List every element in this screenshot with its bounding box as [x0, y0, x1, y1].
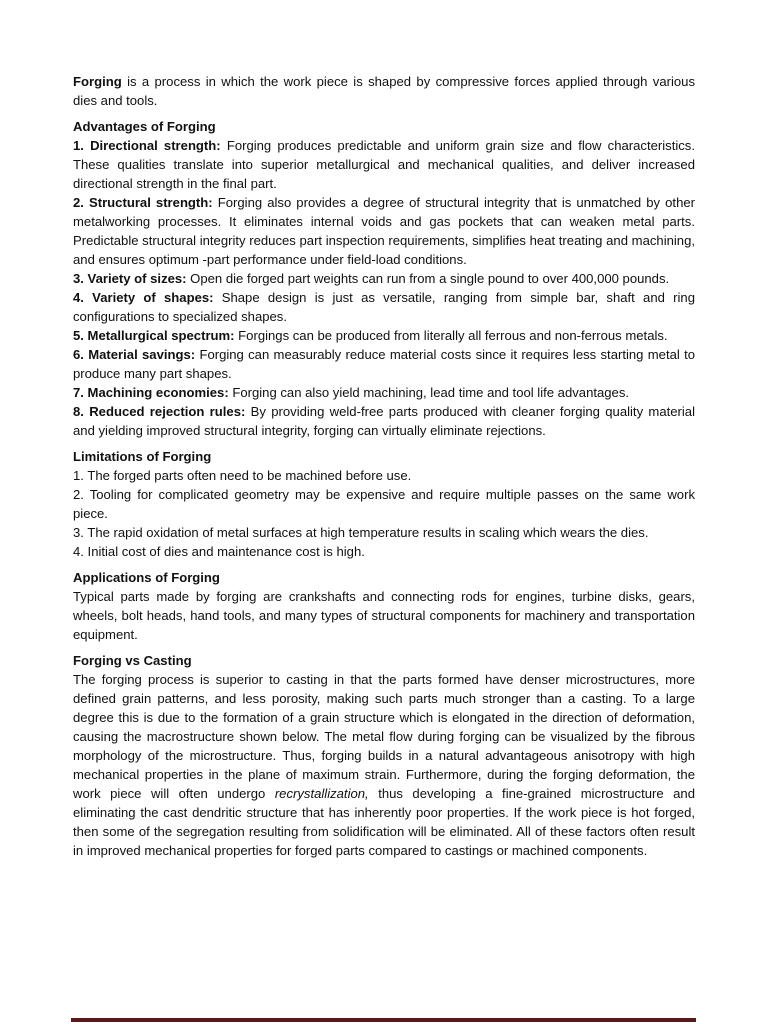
advantage-item: [73, 136, 695, 193]
advantage-text: Forging also provides a degree of structural integrity that is unmatched by other metalworking processes. It eliminates internal voids and gas pockets that can weaken metal parts. Predictable structural integrity reduces part inspection requirements, simplifies heat treating and machining, and ensures optimum -part performance under field-load conditions.: [73, 195, 695, 267]
document-page: [73, 72, 695, 860]
vs-casting-heading: Forging vs Casting: [73, 653, 192, 668]
applications-text: Typical parts made by forging are crankshafts and connecting rods for engines, turbine disks, gears, wheels, bolt heads, hand tools, and many types of structural components for machinery and transportation equipment.: [73, 589, 695, 642]
intro-paragraph: [73, 72, 695, 110]
advantage-text: Forging can measurably reduce material costs since it requires less starting metal to produce many part shapes.: [73, 347, 695, 381]
limitation-item: 1. The forged parts often need to be machined before use.: [73, 468, 412, 483]
vs-casting-text-before: The forging process is superior to casting in that the parts formed have denser microstructures, more defined grain patterns, and less porosity, making such parts much stronger than a casting. To a large degree this is due to the formation of a grain structure which is elongated in the direction of deformation, causing the macrostructure shown below. The metal flow during forging can be visualized by the fibrous morphology of the microstructure. Thus, forging builds in a natural advantageous anisotropy with high mechanical properties in the plane of maximum strain. Furthermore, during the forging deformation, the work piece will often undergo: [73, 672, 695, 801]
advantage-label: 2. Structural strength:: [73, 195, 213, 210]
advantage-text: Forgings can be produced from literally all ferrous and non-ferrous metals.: [234, 328, 668, 343]
advantage-label: 7. Machining economies:: [73, 385, 229, 400]
limitation-item: 3. The rapid oxidation of metal surfaces at high temperature results in scaling which wears the dies.: [73, 525, 649, 540]
advantage-item: [73, 288, 695, 326]
advantage-label: 4. Variety of shapes:: [73, 290, 214, 305]
limitations-section: [73, 447, 695, 561]
advantage-text: Forging can also yield machining, lead time and tool life advantages.: [228, 385, 630, 400]
advantage-item: [73, 269, 695, 288]
advantage-label: 6. Material savings:: [73, 347, 196, 362]
vs-casting-text: [73, 670, 695, 860]
advantage-text: Open die forged part weights can run from a single pound to over 400,000 pounds.: [186, 271, 670, 286]
advantage-text: Shape design is just as versatile, ranging from simple bar, shaft and ring configurations to specialized shapes.: [73, 290, 695, 324]
advantage-label: 3. Variety of sizes:: [73, 271, 187, 286]
applications-section: [73, 568, 695, 644]
advantages-heading: Advantages of Forging: [73, 119, 216, 134]
applications-heading: Applications of Forging: [73, 570, 220, 585]
advantages-section: [73, 117, 695, 440]
vs-casting-text-after: thus developing a fine-grained microstructure and eliminating the cast dendritic structure that has inherently poor properties. If the work piece is hot forged, then some of the segregation resulting from solidification will be eliminated. All of these factors often result in improved mechanical properties for forged parts compared to castings or machined components.: [73, 786, 695, 858]
limitations-heading: Limitations of Forging: [73, 449, 212, 464]
vs-casting-section: [73, 651, 695, 860]
limitation-item: 2. Tooling for complicated geometry may be expensive and require multiple passes on the same work piece.: [73, 487, 695, 521]
intro-term: Forging: [73, 74, 122, 89]
advantage-text: By providing weld-free parts produced with cleaner forging quality material and yielding improved structural integrity, forging can virtually eliminate rejections.: [73, 404, 695, 438]
advantage-label: 8. Reduced rejection rules:: [73, 404, 246, 419]
recrystallization-term: recrystallization,: [274, 786, 369, 801]
advantage-item: [73, 326, 695, 345]
footer-rule: [71, 1018, 696, 1022]
advantage-item: [73, 193, 695, 269]
intro-text: is a process in which the work piece is shaped by compressive forces applied through various dies and tools.: [73, 74, 695, 108]
advantage-label: 5. Metallurgical spectrum:: [73, 328, 235, 343]
limitation-item: 4. Initial cost of dies and maintenance cost is high.: [73, 544, 365, 559]
advantage-item: [73, 402, 695, 440]
advantage-item: [73, 345, 695, 383]
advantage-text: Forging produces predictable and uniform grain size and flow characteristics. These qualities translate into superior metallurgical and mechanical qualities, and deliver increased directional strength in the final part.: [73, 138, 695, 191]
advantage-label: 1. Directional strength:: [73, 138, 221, 153]
advantage-item: [73, 383, 695, 402]
